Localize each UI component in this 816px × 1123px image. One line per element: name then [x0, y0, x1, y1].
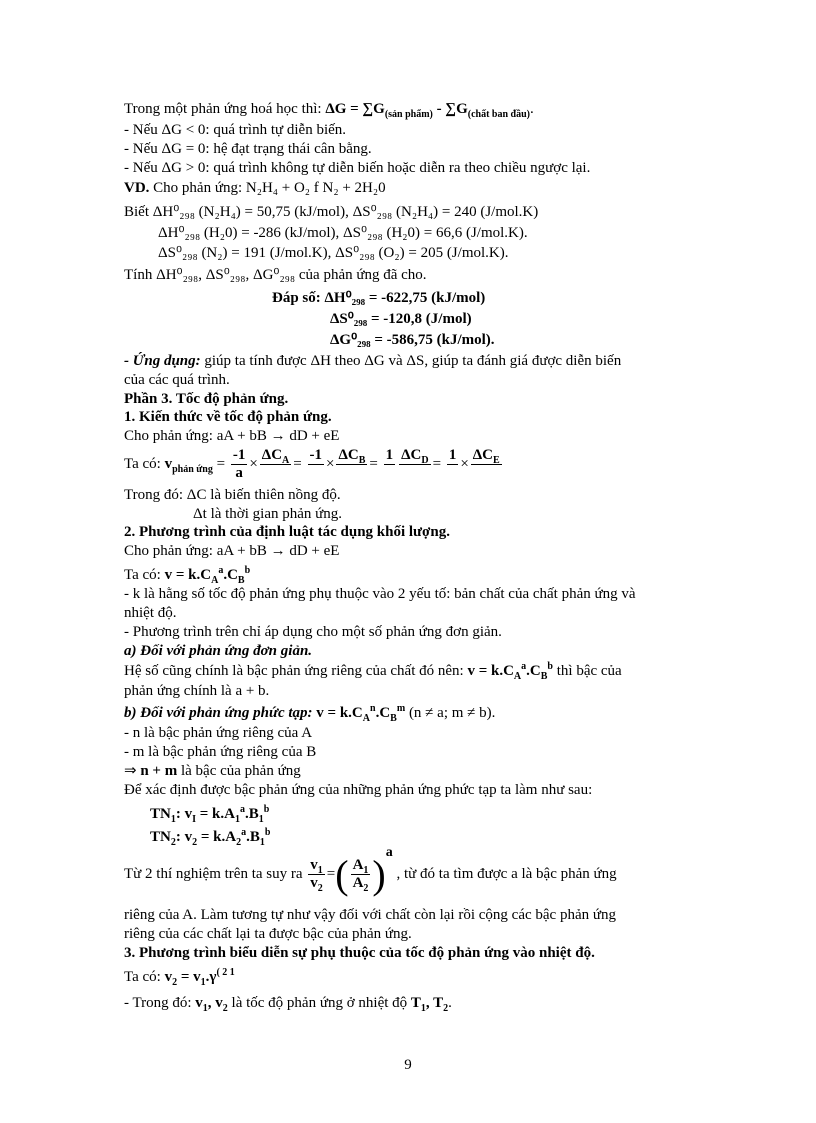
- text: : v: [175, 806, 193, 822]
- subscript: B: [358, 455, 366, 467]
- ratio-equation: Từ 2 thí nghiệm trên ta suy ra $\frac{v_1}{v_2}$ =( $\frac{A_1}{A_2}$ )$^a$ , từ đó ta tìm được a là bậc phản ứng: [124, 845, 617, 897]
- line-reaction-2: Cho phản ứng: aA + bB → dD + eE: [124, 543, 340, 559]
- line-delta-c: Trong đó: ΔC là biến thiên nồng độ.: [124, 487, 341, 503]
- formula: v: [164, 456, 173, 472]
- superscript: m: [396, 703, 406, 714]
- line-simple-order-cont: phản ứng chính là a + b.: [124, 683, 270, 699]
- denominator: [384, 465, 396, 482]
- line-given-2: ΔH⁰₂₉₈ (H₂0) = -286 (kJ/mol), ΔS⁰₂₉₈ (H₂0) = 66,6 (J/mol.K).: [158, 225, 528, 241]
- subscript: 2: [363, 883, 369, 895]
- formula: v = k.C: [164, 567, 212, 583]
- subscript: A: [362, 713, 371, 724]
- text: là bậc của phản ứng: [177, 763, 301, 779]
- line-method: Để xác định được bậc phản ứng của những phản ứng phức tạp ta làm như sau:: [124, 782, 593, 798]
- subscript: 2: [192, 837, 198, 848]
- line-application: [124, 352, 621, 370]
- line-n-order: - n là bậc phản ứng riêng của A: [124, 725, 313, 741]
- subscript: E: [493, 455, 500, 467]
- experiment-2: [150, 828, 270, 846]
- superscript: ( 2 1: [216, 967, 235, 978]
- text: v: [310, 875, 318, 892]
- superscript: a: [385, 845, 393, 860]
- fraction: [399, 447, 430, 482]
- application-label: - Ứng dụng:: [124, 353, 201, 369]
- superscript: a: [521, 661, 527, 672]
- subscript: (sản phẩm): [384, 109, 433, 120]
- line-m-order: - m là bậc phản ứng riêng của B: [124, 744, 317, 760]
- right-paren: ): [372, 851, 386, 897]
- text: .B: [244, 806, 259, 822]
- subsection-heading-2: 2. Phương trình của định luật tác dụng khối lượng.: [124, 524, 450, 540]
- left-paren: (: [335, 851, 349, 897]
- numerator: -1: [309, 447, 322, 464]
- superscript: a: [239, 804, 245, 815]
- line-total-order: [124, 762, 301, 780]
- times: ×: [249, 456, 258, 472]
- subscript: 2: [317, 883, 323, 895]
- formula: v = k.C: [312, 705, 363, 721]
- denominator: [351, 875, 371, 895]
- subscript: 1: [258, 814, 264, 825]
- answer-dg: ΔG⁰₂₉₈ = -586,75 (kJ/mol).: [330, 332, 495, 348]
- answer-dh: Đáp số: ΔH⁰₂₉₈ = -622,75 (kJ/mol): [272, 290, 486, 306]
- subscript: 1: [259, 837, 265, 848]
- subscript: 2: [170, 837, 176, 848]
- formula: .γ: [205, 969, 217, 985]
- temperature-equation: [124, 968, 235, 986]
- fraction: [260, 447, 291, 482]
- line-dg-negative: - Nếu ΔG < 0: quá trình tự diễn biến.: [124, 122, 347, 138]
- text: Từ 2 thí nghiệm trên ta suy ra: [124, 866, 307, 882]
- example-label: VD.: [124, 180, 150, 196]
- answer-ds: ΔS⁰₂₉₈ = -120,8 (J/mol): [330, 311, 472, 327]
- denominator: [336, 465, 367, 482]
- line-k-constant: - k là hằng số tốc độ phản ứng phụ thuộc vào 2 yếu tố: bản chất của chất phản ứng và: [124, 586, 636, 602]
- numerator: [351, 857, 371, 875]
- formula: = v: [177, 969, 201, 985]
- subscript: phản ứng: [172, 464, 213, 475]
- text: Cho phản ứng: N₂H₄ + O₂ f N₂ + 2H₂0: [149, 180, 386, 196]
- formula: .C: [223, 567, 238, 583]
- line-given-1: Biết ΔH⁰₂₉₈ (N₂H₄) = 50,75 (kJ/mol), ΔS⁰₂₉₈ (N₂H₄) = 240 (J/mol.K): [124, 204, 539, 220]
- line-k-constant-cont: nhiệt độ.: [124, 605, 177, 621]
- text: TN: [150, 829, 171, 845]
- denominator: [260, 465, 291, 482]
- subscript: B: [237, 575, 245, 586]
- denominator: [308, 465, 325, 482]
- formula: - ∑G: [432, 101, 468, 117]
- fraction: [308, 857, 325, 895]
- rate-equation: Ta có: $v_{phản ứng}$ = $\frac{-1}{a}$ × $\Delta C_A$ = -1 × $\Delta C_B$ = 1 $\Delta C_D$ = 1 × $\Delta C_E$: [124, 447, 500, 482]
- fraction: [351, 857, 371, 895]
- superscript: n: [370, 703, 376, 714]
- formula: T: [410, 995, 421, 1011]
- subscript: 1: [200, 977, 206, 988]
- numerator: [260, 447, 291, 465]
- mass-action-law: [124, 566, 250, 584]
- subscript: B: [540, 671, 548, 682]
- subscript: 2: [222, 1003, 228, 1014]
- fraction: [231, 447, 248, 482]
- fraction: [471, 447, 502, 482]
- text: ΔC: [401, 447, 422, 464]
- section-heading-part3: Phần 3. Tốc độ phản ứng.: [124, 391, 289, 407]
- formula: .C: [375, 705, 391, 721]
- text: - Trong đó:: [124, 995, 196, 1011]
- line-compute: Tính ΔH⁰₂₉₈, ΔS⁰₂₉₈, ΔG⁰₂₉₈ của phản ứng đã cho.: [124, 267, 427, 283]
- subscript: B: [390, 713, 397, 724]
- subscript: D: [421, 455, 429, 467]
- text: Ta có:: [124, 567, 165, 583]
- text: (n ≠ a; m ≠ b).: [405, 705, 496, 721]
- subscript: 1: [202, 1003, 208, 1014]
- line-application-cont: của các quá trình.: [124, 372, 230, 388]
- superscript: a: [218, 565, 224, 576]
- line-dg-positive: - Nếu ΔG > 0: quá trình không tự diễn biến hoặc diễn ra theo chiều ngược lại.: [124, 160, 591, 176]
- text: Trong một phản ứng hoá học thì:: [124, 101, 326, 117]
- denominator: [399, 465, 430, 482]
- subscript: 1: [170, 814, 176, 825]
- denominator: [447, 465, 459, 482]
- line-simple-order: [124, 662, 622, 680]
- superscript: a: [241, 827, 247, 838]
- line-conclusion-1: riêng của A. Làm tương tự như vậy đối với chất còn lại rồi cộng các bậc phản ứng: [124, 907, 616, 923]
- line-given-3: ΔS⁰₂₉₈ (N₂) = 191 (J/mol.K), ΔS⁰₂₉₈ (O₂) = 205 (J/mol.K).: [158, 245, 509, 261]
- superscript: b: [264, 827, 271, 838]
- formula: v: [195, 995, 203, 1011]
- denominator: [308, 875, 325, 895]
- superscript: b: [244, 565, 251, 576]
- fraction: [336, 447, 367, 482]
- experiment-1: [150, 805, 269, 823]
- formula: n + m: [136, 763, 178, 779]
- subscript: A: [513, 671, 522, 682]
- text: : v: [175, 829, 193, 845]
- line-delta-t: Δt là thời gian phản ứng.: [193, 506, 343, 522]
- formula: v = k.C: [467, 663, 514, 679]
- formula: , v: [207, 995, 223, 1011]
- numerator: 1: [385, 447, 394, 464]
- numerator: [336, 447, 367, 465]
- subscript: 1: [420, 1003, 426, 1014]
- numerator: [308, 857, 325, 875]
- formula: , T: [425, 995, 444, 1011]
- superscript: b: [263, 804, 270, 815]
- subscript: 1: [363, 865, 369, 877]
- superscript: b: [547, 661, 553, 672]
- text: .: [448, 995, 452, 1011]
- fraction: [384, 447, 396, 482]
- subscript: 2: [443, 1003, 449, 1014]
- text: = k.A: [196, 806, 235, 822]
- text: ΔC: [261, 447, 283, 464]
- subsection-heading-3: 3. Phương trình biểu diễn sự phụ thuộc của tốc độ phản ứng vào nhiệt độ.: [124, 945, 595, 961]
- formula: .C: [526, 663, 541, 679]
- numerator: [471, 447, 502, 465]
- implies-icon: ⇒: [124, 763, 137, 779]
- subheading-complex: b) Đối với phản ứng phức tạp:: [124, 705, 313, 721]
- text: ΔC: [472, 447, 494, 464]
- text: .B: [246, 829, 260, 845]
- text: v: [310, 857, 318, 874]
- formula: v: [164, 969, 173, 985]
- line-where: [124, 994, 452, 1012]
- line-delta-g-definition: [124, 100, 534, 118]
- subscript: 1: [317, 865, 323, 877]
- numerator: [399, 447, 430, 465]
- line-simple-only: - Phương trình trên chỉ áp dụng cho một số phản ứng đơn giản.: [124, 624, 502, 640]
- denominator: a: [235, 465, 243, 482]
- text: .: [530, 101, 534, 117]
- formula: ΔG = ∑G: [325, 101, 385, 117]
- subheading-simple: a) Đối với phản ứng đơn giản.: [124, 643, 313, 659]
- text: Hệ số cũng chính là bậc phản ứng riêng của chất đó nên:: [124, 663, 468, 679]
- line-example: [124, 179, 386, 197]
- text: = k.A: [197, 829, 237, 845]
- line-conclusion-2: riêng của các chất lại ta được bậc của phản ứng.: [124, 926, 412, 942]
- fraction: [308, 447, 325, 482]
- text: giúp ta tính được ΔH theo ΔG và ΔS, giúp ta đánh giá được diễn biến: [200, 353, 622, 369]
- numerator: -1: [232, 447, 246, 464]
- page-number: 9: [404, 1057, 412, 1073]
- subscript: 1: [234, 814, 240, 825]
- subscript: A: [211, 575, 219, 586]
- subscript: 2: [172, 977, 178, 988]
- text: TN: [150, 806, 171, 822]
- subscript: I: [192, 814, 196, 825]
- text: , từ đó ta tìm được a là bậc phản ứng: [392, 866, 617, 882]
- text: ΔC: [338, 447, 359, 464]
- fraction: [447, 447, 459, 482]
- line-dg-zero: - Nếu ΔG = 0: hệ đạt trạng thái cân bằng.: [124, 141, 372, 157]
- numerator: 1: [448, 447, 457, 464]
- line-reaction-1: Cho phản ứng: aA + bB → dD + eE: [124, 428, 340, 444]
- subscript: (chất ban đầu): [467, 109, 530, 120]
- denominator: [471, 465, 502, 482]
- subsection-heading-1: 1. Kiến thức về tốc độ phản ứng.: [124, 409, 332, 425]
- text: Ta có:: [124, 456, 165, 472]
- text: là tốc độ phản ứng ở nhiệt độ: [227, 995, 411, 1011]
- subscript: A: [282, 455, 290, 467]
- line-complex: [124, 704, 495, 722]
- text: thì bậc của: [552, 663, 622, 679]
- subscript: 2: [236, 837, 242, 848]
- text: A: [352, 857, 364, 874]
- text: A: [352, 875, 364, 892]
- text: Ta có:: [124, 969, 165, 985]
- text: =: [212, 456, 229, 472]
